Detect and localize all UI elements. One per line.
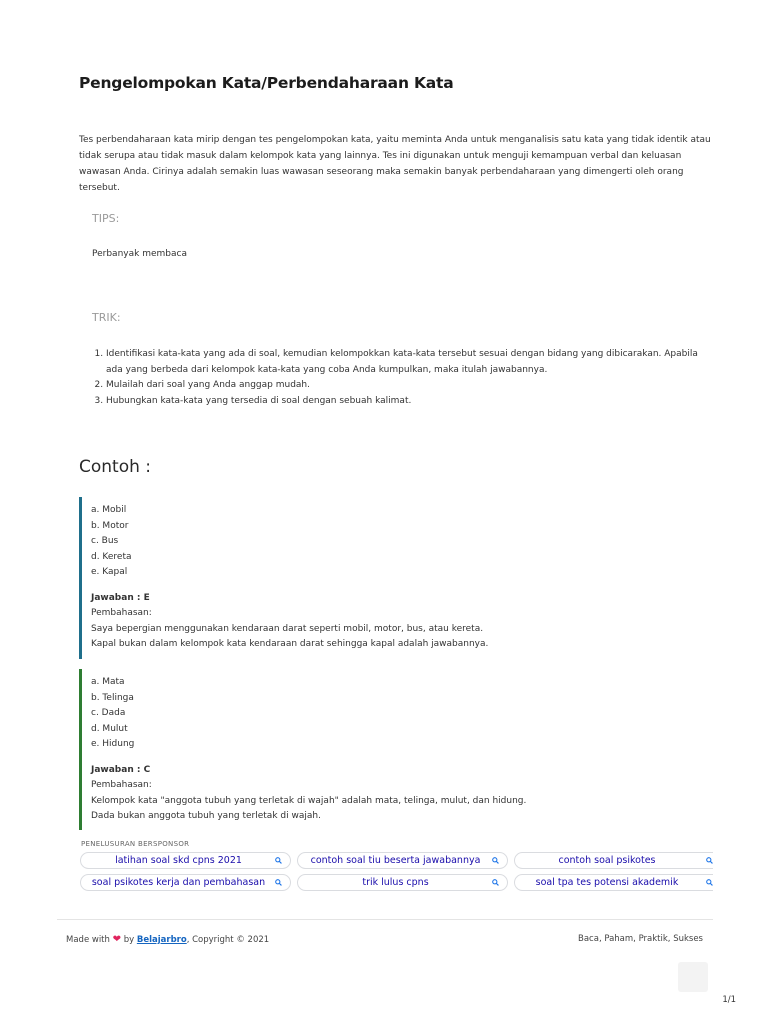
option: a. Mobil — [91, 505, 127, 515]
example-block-1 — [79, 497, 691, 659]
option: d. Mulut — [91, 723, 128, 734]
option: c. Bus — [91, 536, 119, 546]
discussion-line: Saya bepergian menggunakan kendaraan darat seperti mobil, motor, bus, atau kereta. — [91, 623, 484, 634]
tips-text: Perbanyak membaca — [92, 249, 187, 259]
option: b. Telinga — [91, 692, 134, 703]
trik-item: 3. Hubungkan kata-kata yang tersedia di soal dengan sebuah kalimat. — [106, 394, 706, 410]
option: c. Dada — [91, 708, 126, 718]
tips-label: TIPS: — [92, 212, 120, 225]
by-text: by — [123, 935, 135, 945]
page-title: Pengelompokan Kata/Perbendaharaan Kata — [79, 74, 454, 92]
search-icon — [706, 879, 713, 886]
heart-icon: ❤ — [112, 934, 121, 945]
pill-label: contoh soal psikotes — [558, 855, 656, 866]
trik-item: 2. Mulailah dari soal yang Anda anggap mudah. — [106, 378, 706, 394]
brand-link[interactable]: Belajarbro — [136, 935, 187, 945]
made-with-text: Made with — [66, 935, 110, 945]
answer-label: Jawaban : C — [91, 764, 151, 775]
pill-label: contoh soal tiu beserta jawabannya — [310, 855, 481, 866]
search-icon — [706, 857, 713, 864]
pill-label: soal psikotes kerja dan pembahasan — [91, 877, 266, 888]
sponsored-search-pill[interactable] — [80, 852, 291, 869]
sponsored-search-pill[interactable] — [297, 874, 508, 891]
sponsored-search-label: PENELUSURAN BERSPONSOR — [81, 840, 190, 848]
options-list — [91, 675, 691, 753]
search-icon — [275, 857, 282, 864]
sponsored-search-pill[interactable] — [80, 874, 291, 891]
page-number: 1/1 — [722, 995, 736, 1005]
discussion-label: Pembahasan: — [91, 608, 152, 618]
footer-divider — [57, 919, 713, 920]
search-icon — [492, 879, 499, 886]
trik-item: 1. Identifikasi kata-kata yang ada di soal, kemudian kelompokkan kata-kata tersebut sesuai dengan bidang yang dibicarakan. Apabila ada yang berbeda dari kelompok kata-kata yang coba Anda kumpulkan, maka itulah jawabannya. — [106, 347, 706, 378]
footer-tagline: Baca, Paham, Praktik, Sukses — [578, 934, 703, 944]
discussion-line: Kapal bukan dalam kelompok kata kendaraan darat sehingga kapal adalah jawabannya. — [91, 639, 489, 649]
discussion-line: Kelompok kata "anggota tubuh yang terletak di wajah" adalah mata, telinga, mulut, dan hidung. — [91, 795, 527, 806]
sponsored-search-pill[interactable] — [514, 874, 713, 891]
scroll-top-button[interactable] — [678, 962, 708, 992]
sponsored-search-pill[interactable] — [297, 852, 508, 869]
contoh-heading: Contoh : — [79, 457, 152, 477]
trik-label: TRIK: — [92, 311, 121, 324]
option: e. Hidung — [91, 739, 135, 749]
pill-label: soal tpa tes potensi akademik — [535, 877, 679, 888]
option: e. Kapal — [91, 567, 128, 577]
trik-list — [92, 347, 706, 409]
option: a. Mata — [91, 677, 125, 687]
discussion-label: Pembahasan: — [91, 780, 152, 790]
answer-label: Jawaban : E — [91, 592, 150, 603]
copyright-text: , Copyright © 2021 — [186, 935, 270, 945]
search-icon — [492, 857, 499, 864]
discussion-line: Dada bukan anggota tubuh yang terletak di wajah. — [91, 811, 321, 821]
options-list — [91, 503, 691, 581]
sponsored-search-pill[interactable] — [514, 852, 713, 869]
pill-label: trik lulus cpns — [362, 877, 429, 888]
pill-label: latihan soal skd cpns 2021 — [115, 855, 242, 866]
intro-paragraph: Tes perbendaharaan kata mirip dengan tes pengelompokan kata, yaitu meminta Anda untuk menganalisis satu kata yang tidak identik atau tidak serupa atau tidak masuk dalam kelompok kata yang lainnya. Tes ini digunakan untuk menguji kemampuan verbal dan keluasan wawasan Anda. Cirinya adalah semakin luas wawasan seseorang maka semakin banyak perbendaharaan yang dimengerti oleh orang tersebut. — [79, 135, 711, 193]
option: b. Motor — [91, 520, 129, 531]
example-block-2 — [79, 669, 691, 830]
option: d. Kereta — [91, 551, 132, 562]
search-icon — [275, 879, 282, 886]
footer-credit — [66, 934, 269, 945]
